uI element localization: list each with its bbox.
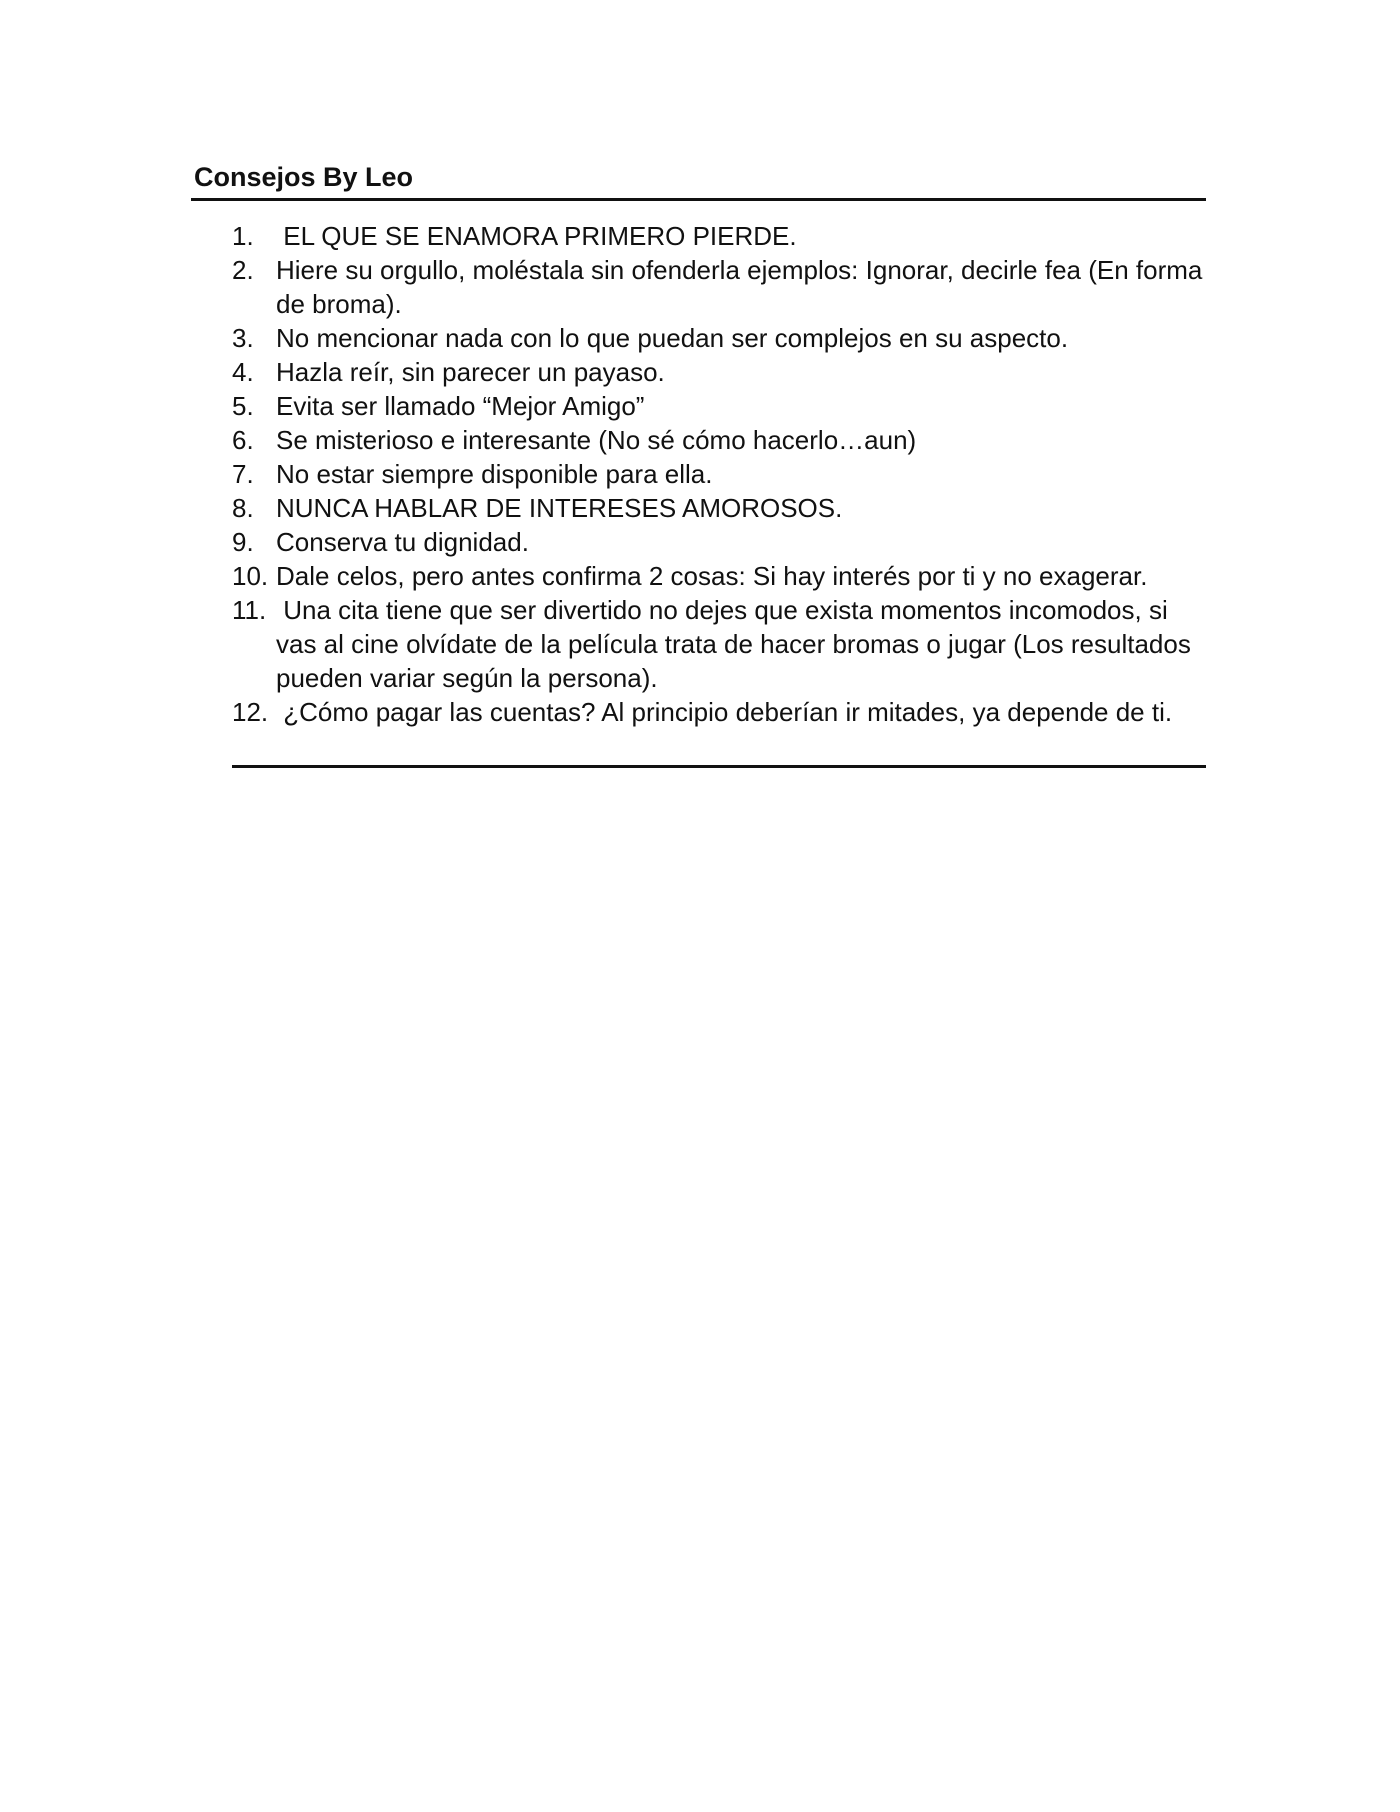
item-text: No mencionar nada con lo que puedan ser complejos en su aspecto. <box>276 323 1069 353</box>
list-item <box>232 491 1212 525</box>
item-text: Conserva tu dignidad. <box>276 527 529 557</box>
list-item <box>232 253 1212 321</box>
list-item <box>232 423 1212 457</box>
list-item <box>232 593 1212 695</box>
item-number: 7. <box>232 459 254 489</box>
item-number: 10. <box>232 561 269 591</box>
title-underline-divider <box>191 198 1206 201</box>
item-text: Se misterioso e interesante (No sé cómo hacerlo…aun) <box>276 425 917 455</box>
list-item <box>232 389 1212 423</box>
item-text: Hazla reír, sin parecer un payaso. <box>276 357 665 387</box>
document-title: Consejos By Leo <box>194 162 414 192</box>
item-number: 4. <box>232 357 254 387</box>
item-text: Evita ser llamado “Mejor Amigo” <box>276 391 645 421</box>
item-text: No estar siempre disponible para ella. <box>276 459 713 489</box>
list-item <box>232 559 1212 593</box>
item-number: 11. <box>232 595 267 625</box>
list-item <box>232 355 1212 389</box>
item-number: 2. <box>232 255 254 285</box>
item-text: Hiere su orgullo, moléstala sin ofenderla ejemplos: Ignorar, decirle fea (En forma de broma). <box>276 255 1203 319</box>
item-number: 1. <box>232 221 254 251</box>
item-number: 5. <box>232 391 254 421</box>
item-text: ¿Cómo pagar las cuentas? Al principio deberían ir mitades, ya depende de ti. <box>276 697 1173 727</box>
advice-list <box>232 219 1212 729</box>
list-item <box>232 321 1212 355</box>
list-item <box>232 695 1212 729</box>
list-item <box>232 525 1212 559</box>
item-number: 6. <box>232 425 254 455</box>
item-text: Dale celos, pero antes confirma 2 cosas: Si hay interés por ti y no exagerar. <box>276 561 1148 591</box>
item-text: NUNCA HABLAR DE INTERESES AMOROSOS. <box>276 493 843 523</box>
item-number: 9. <box>232 527 254 557</box>
list-item <box>232 219 1212 253</box>
item-number: 3. <box>232 323 254 353</box>
item-text: Una cita tiene que ser divertido no dejes que exista momentos incomodos, si vas al cine olvídate de la película trata de hacer bromas o jugar (Los resultados pueden variar según la persona). <box>276 595 1199 693</box>
item-text: EL QUE SE ENAMORA PRIMERO PIERDE. <box>276 221 797 251</box>
list-item <box>232 457 1212 491</box>
list-bottom-divider <box>232 765 1206 768</box>
item-number: 12. <box>232 697 269 727</box>
item-number: 8. <box>232 493 254 523</box>
